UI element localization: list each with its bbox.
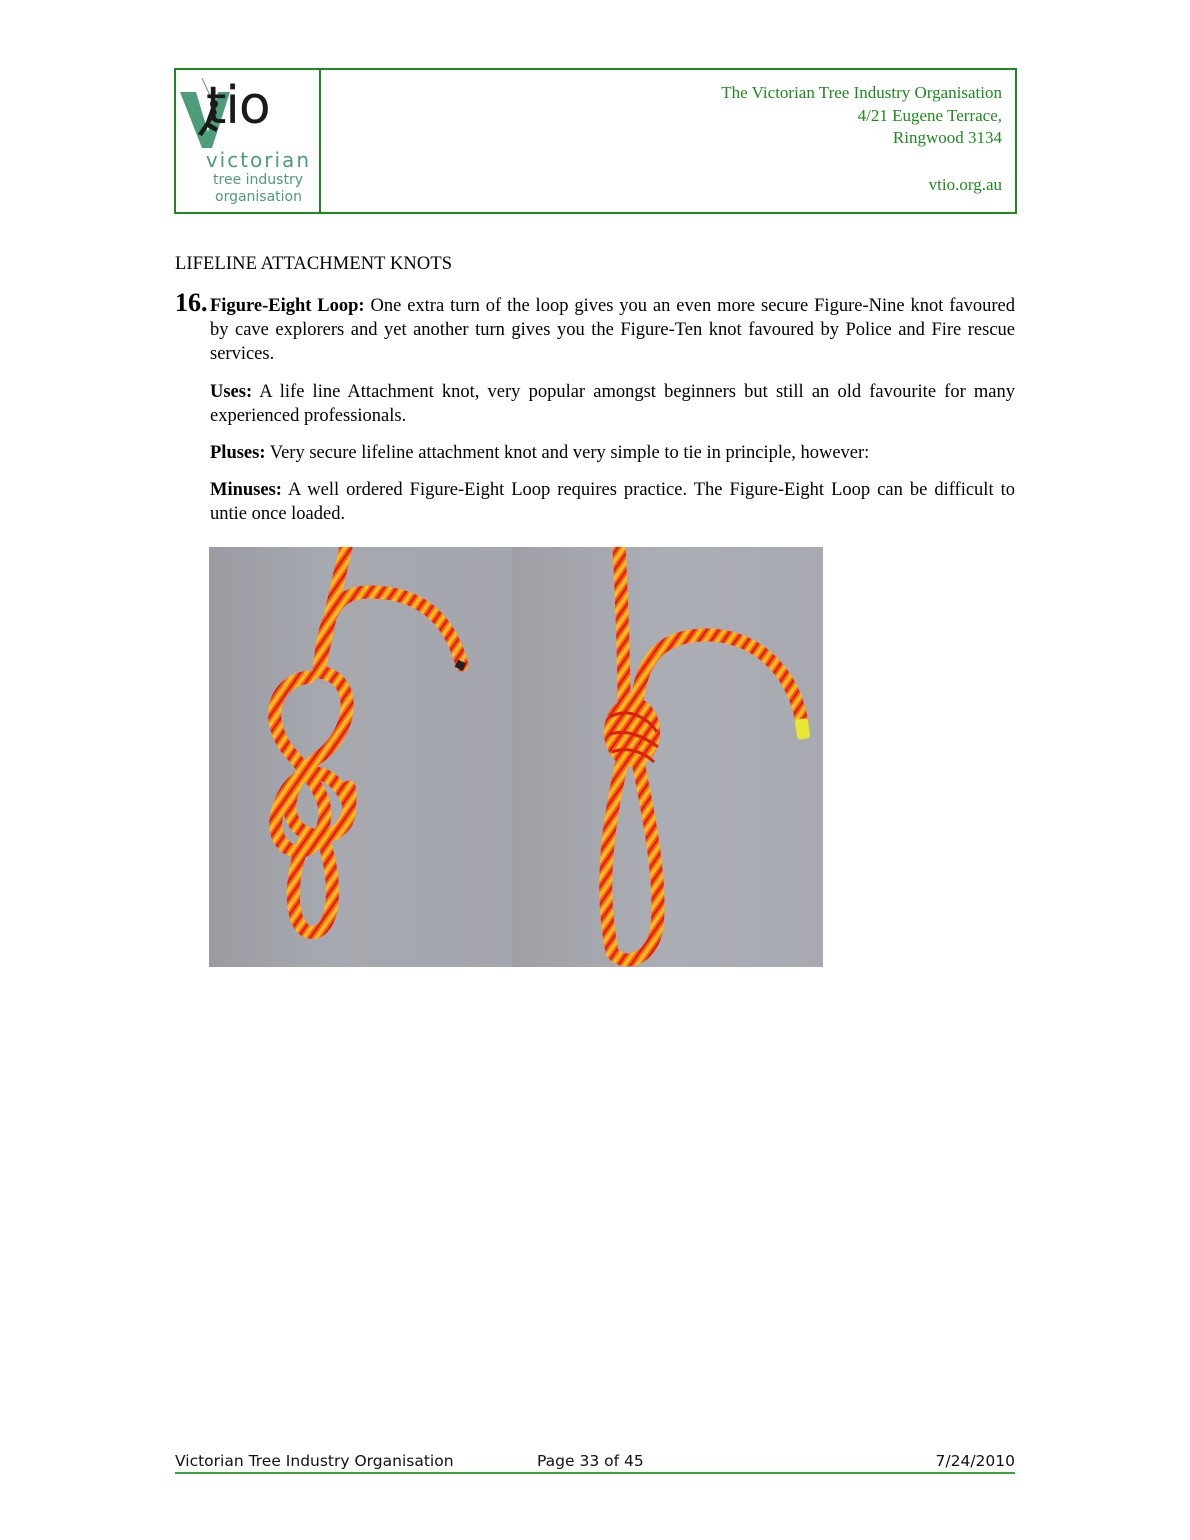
pluses-text: Very secure lifeline attachment knot and very simple to tie in principle, however: bbox=[265, 443, 870, 463]
description-text: One extra turn of the loop gives you an even more secure Figure-Nine knot favoured by cave explorers and yet another turn gives you the Figure-Ten knot favoured by Police and Fire rescue services. bbox=[210, 296, 1015, 364]
uses-paragraph bbox=[210, 380, 1015, 428]
knot-name: Figure-Eight Loop: bbox=[210, 296, 365, 316]
address-block bbox=[721, 82, 1002, 196]
logo-text-organisation: organisation bbox=[215, 189, 302, 205]
section-title: LIFELINE ATTACHMENT KNOTS bbox=[175, 254, 453, 274]
uses-label: Uses: bbox=[210, 382, 253, 402]
pluses-label: Pluses: bbox=[210, 443, 266, 463]
org-name: The Victorian Tree Industry Organisation bbox=[721, 83, 1002, 102]
minuses-paragraph bbox=[210, 478, 1015, 526]
letterhead bbox=[174, 68, 1017, 214]
photo-dressed-figure-eight bbox=[512, 547, 823, 967]
street-address: 4/21 Eugene Terrace, bbox=[857, 105, 1002, 125]
footer-organisation: Victorian Tree Industry Organisation bbox=[175, 1452, 454, 1470]
logo-text-victorian: victorian bbox=[205, 148, 311, 172]
page-footer bbox=[175, 1450, 1015, 1474]
footer-date: 7/24/2010 bbox=[935, 1452, 1015, 1470]
item-number: 16. bbox=[175, 288, 208, 317]
footer-page-number: Page 33 of 45 bbox=[537, 1452, 644, 1470]
website-link[interactable]: vtio.org.au bbox=[928, 174, 1002, 194]
minuses-label: Minuses: bbox=[210, 480, 282, 500]
vtio-logo bbox=[176, 70, 319, 212]
logo-cell bbox=[176, 70, 321, 212]
logo-tio-letters: tio bbox=[206, 76, 270, 136]
logo-text-tree-industry: tree industry bbox=[213, 172, 303, 188]
city-postcode: Ringwood 3134 bbox=[892, 128, 1002, 147]
knot-photos bbox=[209, 547, 823, 967]
minuses-text: A well ordered Figure-Eight Loop requires practice. The Figure-Eight Loop can be difficult to untie once loaded. bbox=[210, 480, 1015, 524]
photo-loose-figure-eight bbox=[209, 547, 512, 967]
description-paragraph bbox=[210, 294, 1015, 366]
pluses-paragraph bbox=[210, 441, 1015, 465]
uses-text: A life line Attachment knot, very popular amongst beginners but still an old favourite for many experienced professionals. bbox=[210, 382, 1015, 426]
